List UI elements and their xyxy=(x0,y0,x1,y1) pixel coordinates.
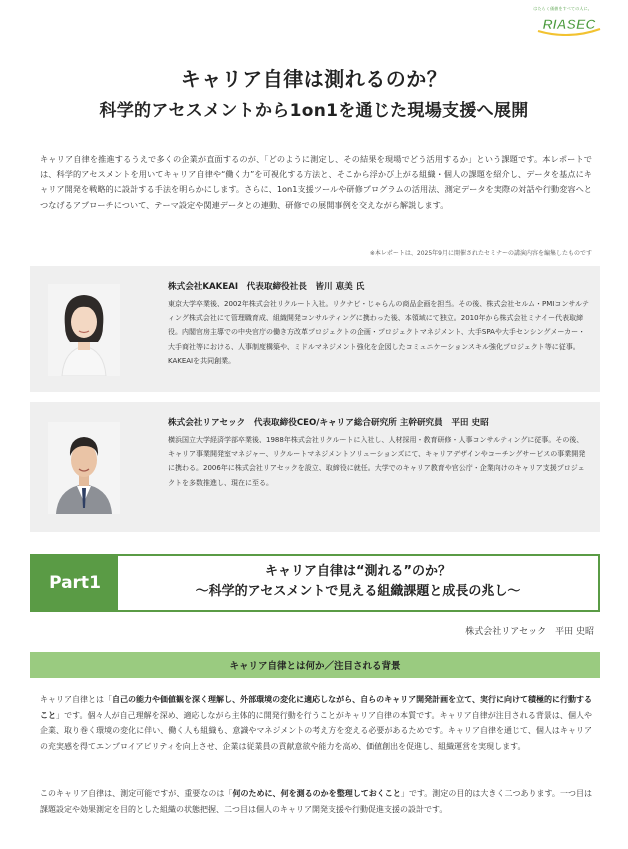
profile-card-minagawa xyxy=(30,266,600,392)
body-text: 」です。測定の目的は大きく二つあります。一つ目は課題設定や効果測定を目的とした組織の状態把握、二つ目は個人のキャリア開発支援や行動促進支援の設計です。 xyxy=(40,789,593,814)
svg-text:RIASEC: RIASEC xyxy=(542,16,596,32)
part-banner xyxy=(30,554,600,612)
profile-bio: 横浜国立大学経済学部卒業後、1988年株式会社リクルートに入社し、人材採用・教育研修・人事コンサルティングに従事。その後、キャリア事業開発室マネジャー、リクルートマネジメントソリューションズにて、キャリアデザインやコーチングサービスの事業開発に携わる。2006年に株式会社リアセックを設立、取締役に就任。大学でのキャリア教育や官公庁・企業向けのキャリア支援プロジェクトを多数推進し、現在に至る。 xyxy=(168,436,586,487)
profile-bio: 東京大学卒業後、2002年株式会社リクルート入社。リクナビ・じゃらんの商品企画を担当。その後、株式会社セルム・PMIコンサルティング株式会社にて管理職育成、組織開発コンサルティングに携わった後、本領域にて独立。2010年から株式会社ミナイー代表取締役。内閣官房主導での中央官庁の働き方改革プロジェクトの企画・プロジェクトマネジメント、大手SPAや大手センシングメーカー・大手商社等における、人事制度構築や、ミドルマネジメント強化を企図したコミュニケーションスキル強化プロジェクト等に従事。KAKEAIを共同創業。 xyxy=(168,300,590,365)
man-portrait-photo xyxy=(48,422,120,514)
profile-text-hirata xyxy=(168,416,590,490)
body-text: キャリア自律とは「 xyxy=(40,695,113,704)
riasec-logo-mark xyxy=(534,14,604,36)
man-portrait-icon xyxy=(48,422,120,514)
body-emphasis: 自己の能力や価値観を深く理解し、外部環境の変化に適応しながら、自らのキャリア開発計画を立て、実行に向けて積極的に行動すること xyxy=(40,695,593,720)
body-emphasis: 何のために、何を測るのかを整理しておくこと xyxy=(232,789,401,798)
profile-card-hirata xyxy=(30,402,600,532)
woman-portrait-photo xyxy=(48,284,120,376)
woman-portrait-icon xyxy=(48,284,120,376)
body-paragraph-2 xyxy=(40,786,592,817)
body-text: このキャリア自律は、測定可能ですが、重要なのは「 xyxy=(40,789,233,798)
profile-name: 株式会社KAKEAI 代表取締役社長 皆川 恵美 氏 xyxy=(168,282,365,292)
body-paragraph-1 xyxy=(40,692,592,754)
page-title: キャリア自律は測れるのか？ xyxy=(180,67,448,91)
body-text: 」です。個々人が自己理解を深め、適応しながら主体的に開発行動を行うことがキャリア自律の本質です。キャリア自律が注目される背景は、個人や企業、取り巻く環境の変化に伴い、働く人も組織も、意識やマネジメントの考え方を変える必要があるためです。キャリア自律を通じて、個人はキャリアの充実感を得てエンプロイアビリティを向上させ、企業は従業員の貢献意欲や能力を高め、価値創出を促進し、組織運営を実現します。 xyxy=(40,710,592,751)
intro-paragraph: キャリア自律を推進するうえで多くの企業が直面するのが、「どのように測定し、その結果を現場でどう活用するか」という課題です。本レポートでは、科学的アセスメントを用いてキャリア自律や“働く力”を可視化する方法と、そこから浮かび上がる組織・個人の課題を紹介し、データを基点にキャリア開発を戦略的に設計する手法を明らかにします。さらに、1on1支援ツールや研修プログラムの活用法、測定データを実際の対話や行動変容へとつなげるアプローチについて、テーマ設定や関連データとの連動、研修での展開事例を交えながら解説します。 xyxy=(40,154,592,210)
part-label: Part1 xyxy=(32,556,118,610)
section-heading: キャリア自律とは何か／注目される背景 xyxy=(30,652,600,678)
part-title-line2: ～科学的アセスメントで見える組織課題と成長の兆し～ xyxy=(195,584,521,599)
profile-name: 株式会社リアセック 代表取締役CEO/キャリア総合研究所 主幹研究員 平田 史昭 xyxy=(168,418,489,428)
profile-text-minagawa xyxy=(168,280,590,368)
page-subtitle: 科学的アセスメントから1on1を通じた現場支援へ展開 xyxy=(99,101,529,121)
seminar-note: ※本レポートは、2025年9月に開催されたセミナーの講演内容を編集したものです xyxy=(369,250,592,257)
riasec-logo[interactable] xyxy=(532,6,606,36)
title-block xyxy=(0,66,628,122)
part-title xyxy=(118,562,598,602)
speaker-credit: 株式会社リアセック 平田 史昭 xyxy=(465,627,594,637)
part-title-line1: キャリア自律は“測れる”のか？ xyxy=(264,564,452,579)
logo-tagline: はたらく価値をすべての人に。 xyxy=(533,6,592,11)
